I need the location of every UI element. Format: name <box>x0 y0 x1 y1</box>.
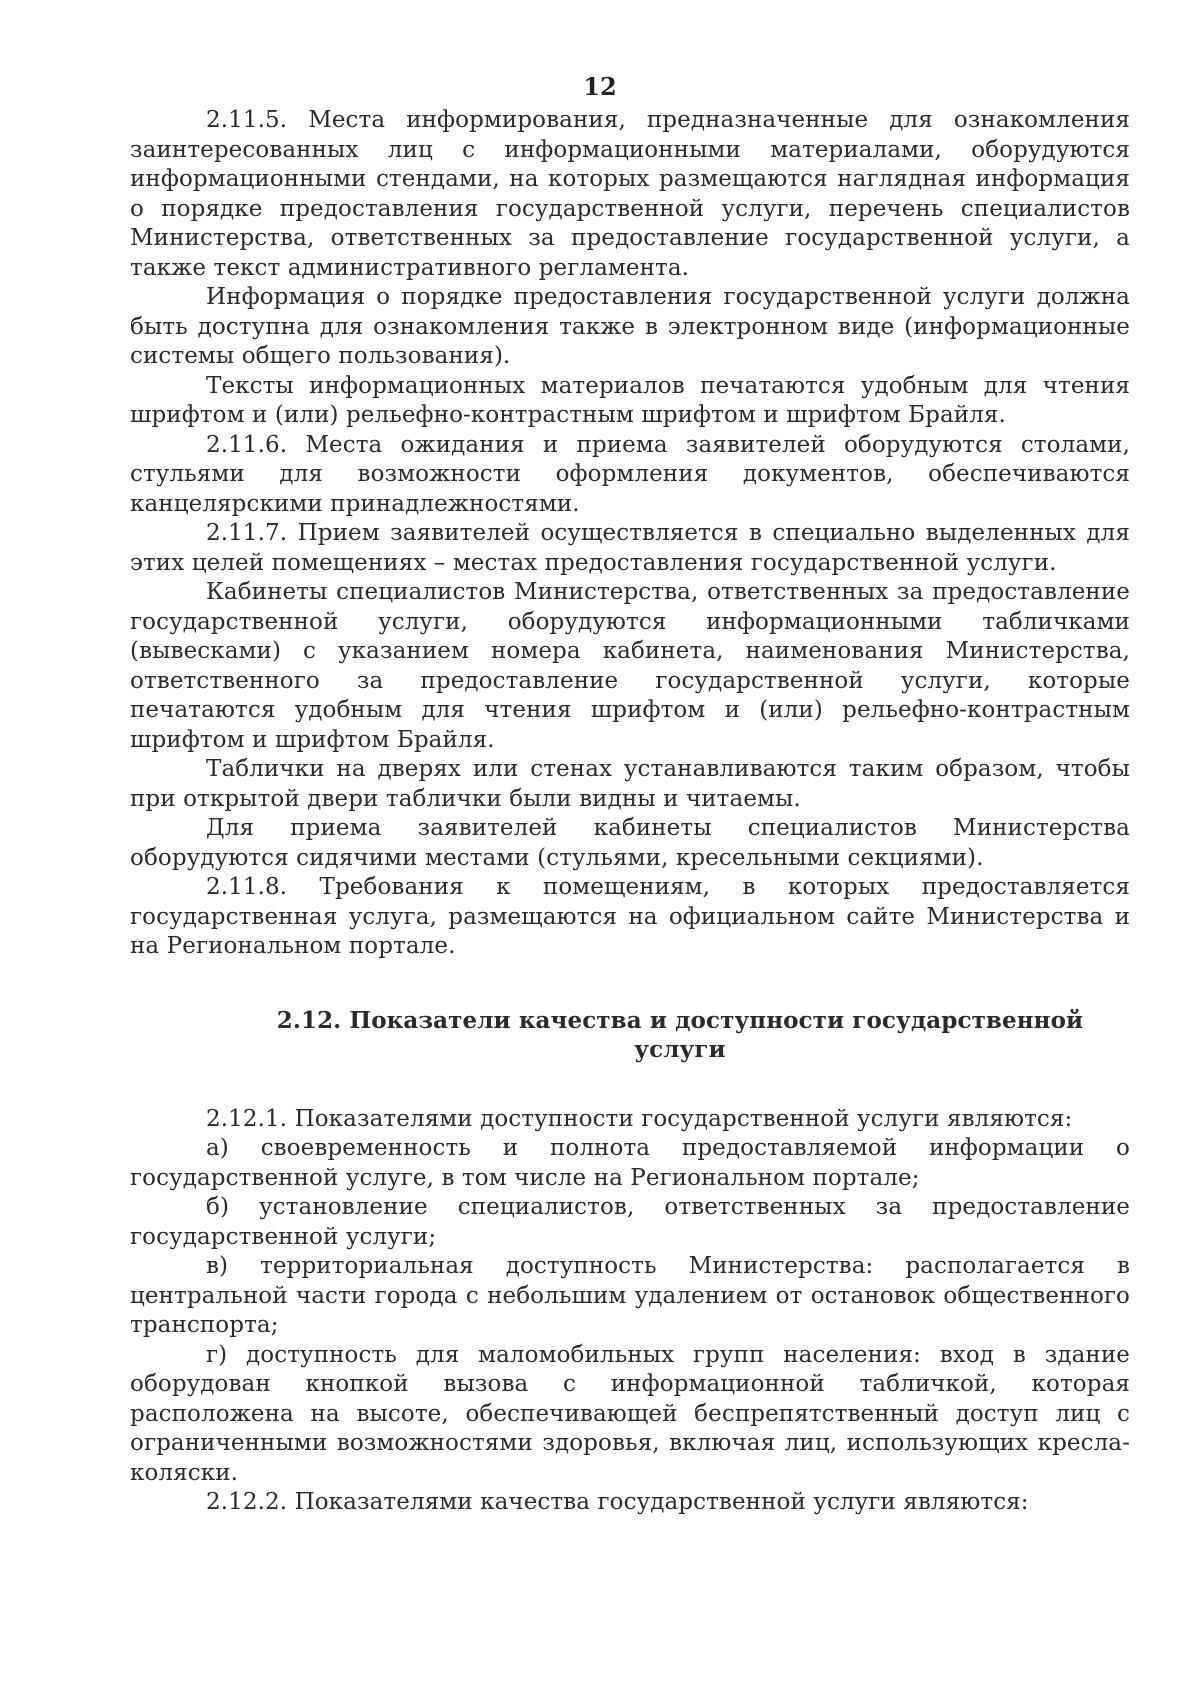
list-item-g: г) доступность для маломобильных групп населения: вход в здание оборудован кнопкой вызова с информационной табличкой, которая расположена на высоте, обеспечивающей беспрепятственный доступ лиц с ограниченными возможностями здоровья, включая лиц, использующих кресла-коляски. <box>130 1341 1130 1486</box>
paragraph-info-electronic: Информация о порядке предоставления государственной услуги должна быть доступна для ознакомления также в электронном виде (информационные системы общего пользования). <box>130 284 1130 369</box>
paragraph-2-11-8: 2.11.8. Требования к помещениям, в которых предоставляется государственная услуга, размещаются на официальном сайте Министерства и на Региональном портале. <box>130 874 1130 959</box>
paragraph-info-fonts: Тексты информационных материалов печатаются удобным для чтения шрифтом и (или) рельефно-контрастным шрифтом и шрифтом Брайля. <box>130 372 1130 428</box>
section-2-11-body <box>130 106 1130 1518</box>
page-number: 12 <box>583 72 617 101</box>
paragraph-office-plates: Кабинеты специалистов Министерства, ответственных за предоставление государственной услуги, оборудуются информационными табличками (вывесками) с указанием номера кабинета, наименования Министерства, ответственного за предоставление государственной услуги, которые печатаются удобным для чтения шрифтом и (или) рельефно-контрастным шрифтом и шрифтом Брайля. <box>130 579 1130 753</box>
paragraph-seating: Для приема заявителей кабинеты специалистов Министерства оборудуются сидячими местами (стульями, кресельными секциями). <box>130 815 1130 871</box>
list-item-b: б) установление специалистов, ответственных за предоставление государственной услуги; <box>130 1194 1130 1250</box>
paragraph-2-12-1: 2.12.1. Показателями доступности государственной услуги являются: <box>206 1105 1073 1132</box>
paragraph-door-plates: Таблички на дверях или стенах устанавливаются таким образом, чтобы при открытой двери таблички были видны и читаемы. <box>130 756 1130 812</box>
list-item-v: в) территориальная доступность Министерства: располагается в центральной части города с небольшим удалением от остановок общественного транспорта; <box>130 1253 1130 1338</box>
paragraph-2-11-7: 2.11.7. Прием заявителей осуществляется в специально выделенных для этих целей помещениях – местах предоставления государственной услуги. <box>130 520 1130 576</box>
paragraph-2-11-6: 2.11.6. Места ожидания и приема заявителей оборудуются столами, стульями для возможности оформления документов, обеспечиваются канцелярскими принадлежностями. <box>130 431 1130 517</box>
list-item-a: а) своевременность и полнота предоставляемой информации о государственной услуге, в том числе на Региональном портале; <box>130 1135 1130 1191</box>
section-heading-2-12: 2.12. Показатели качества и доступности государственной услуги <box>276 1006 1084 1063</box>
paragraph-2-12-2: 2.12.2. Показателями качества государственной услуги являются: <box>206 1489 1029 1515</box>
paragraph-2-11-5: 2.11.5. Места информирования, предназначенные для ознакомления заинтересованных лиц с информационными материалами, оборудуются информационными стендами, на которых размещаются наглядная информация о порядке предоставления государственной услуги, перечень специалистов Министерства, ответственных за предоставление государственной услуги, а также текст административного регламента. <box>130 107 1130 281</box>
